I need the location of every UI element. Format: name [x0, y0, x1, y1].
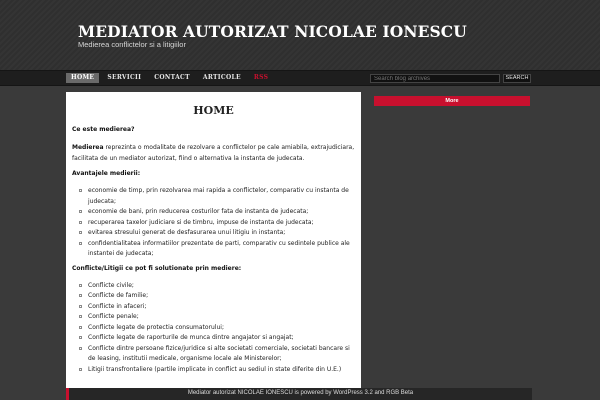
- site-footer: [66, 388, 532, 400]
- bullet-icon: [79, 368, 82, 371]
- nav-item-contact[interactable]: CONTACT: [154, 74, 190, 81]
- list-item: [72, 291, 355, 302]
- footer-text: Mediator autorizat NICOLAE IONESCU is powered by WordPress 3.2 and RGB Beta: [187, 390, 414, 396]
- list-item: [72, 302, 355, 313]
- site-header: [0, 0, 600, 70]
- list-item: [72, 344, 355, 365]
- bullet-icon: [79, 189, 82, 192]
- conflicts-heading: Conflicte/Litigii ce pot fi solutionate prin mediere:: [72, 264, 242, 272]
- list-item: [72, 218, 355, 229]
- list-item-text: Conflicte legate de raporturile de munca dintre angajator si angajat;: [88, 334, 294, 341]
- main-nav: [66, 71, 276, 85]
- bullet-icon: [79, 336, 82, 339]
- nav-bar: [0, 70, 600, 86]
- bullet-icon: [79, 305, 82, 308]
- nav-item-articole[interactable]: ARTICOLE: [202, 74, 241, 81]
- bullet-icon: [79, 284, 82, 287]
- list-item-text: economie de bani, prin reducerea costurilor fata de instanta de judecata;: [88, 208, 309, 215]
- intro-paragraph: [72, 142, 355, 164]
- list-item-text: Conflicte dintre persoane fizice/juridice si alte societati comerciale, societati bancare si de leasing, institutii medicale, organisme locale ale Ministerelor;: [88, 344, 350, 362]
- bullet-icon: [79, 221, 82, 224]
- search-button[interactable]: SEARCH: [503, 74, 531, 83]
- search-input[interactable]: [370, 74, 500, 83]
- list-item-text: Conflicte de familie;: [88, 292, 149, 299]
- list-item-text: Conflicte penale;: [88, 313, 139, 320]
- list-item: [72, 323, 355, 334]
- list-item: [72, 207, 355, 218]
- intro-bold-term: Medierea: [72, 144, 104, 151]
- list-item: [72, 365, 355, 376]
- list-item-text: recuperarea taxelor judiciare si de timbru, impuse de instanta de judecata;: [88, 218, 314, 226]
- list-item-text: Conflicte in afaceri;: [88, 302, 147, 310]
- nav-item-servicii[interactable]: SERVICII: [107, 74, 142, 81]
- advantages-list: [72, 186, 355, 260]
- list-item-text: economie de timp, prin rezolvarea mai rapida a conflictelor, comparativ cu instanta de judecata;: [88, 187, 349, 205]
- bullet-icon: [79, 315, 82, 318]
- bullet-icon: [79, 326, 82, 329]
- main-content: [66, 92, 361, 388]
- list-item: [72, 333, 355, 344]
- list-item: [72, 228, 355, 239]
- list-item: [72, 281, 355, 292]
- list-item-text: Conflicte civile;: [88, 281, 134, 289]
- bullet-icon: [79, 210, 82, 213]
- conflicts-list: [72, 281, 355, 376]
- list-item: [72, 239, 355, 260]
- sidebar-more-button[interactable]: More: [374, 96, 530, 106]
- site-description: Medierea conflictelor si a litigiilor: [78, 40, 186, 49]
- list-item-text: Conflicte legate de protectia consumatorului;: [88, 323, 224, 331]
- list-item-text: Litigii transfrontaliere (partile implicate in conflict au sediul in state diferite din U.E.): [88, 365, 342, 373]
- intro-text: reprezinta o modalitate de rezolvare a conflictelor pe cale amiabila, extrajudiciara, facilitata de un mediator autorizat, fiind o alternativa la instanta de judecata.: [72, 144, 355, 162]
- nav-item-rss[interactable]: RSS: [253, 74, 269, 81]
- list-item: [72, 186, 355, 207]
- bullet-icon: [79, 242, 82, 245]
- bullet-icon: [79, 231, 82, 234]
- list-item-text: evitarea stresului generat de desfasurarea unui litigiu in instanta;: [88, 229, 286, 236]
- list-item-text: confidentialitatea informatiilor prezentate de parti, comparativ cu sedintele publice ale instantei de judecata;: [88, 239, 350, 257]
- page-title: HOME: [193, 104, 234, 117]
- list-item: [72, 312, 355, 323]
- bullet-icon: [79, 294, 82, 297]
- nav-item-home[interactable]: HOME: [66, 73, 99, 83]
- bullet-icon: [79, 347, 82, 350]
- question-what-is-mediation: Ce este medierea?: [72, 126, 135, 133]
- advantages-heading: Avantajele medierii:: [72, 170, 141, 177]
- site-title[interactable]: MEDIATOR AUTORIZAT NICOLAE IONESCU: [78, 22, 467, 41]
